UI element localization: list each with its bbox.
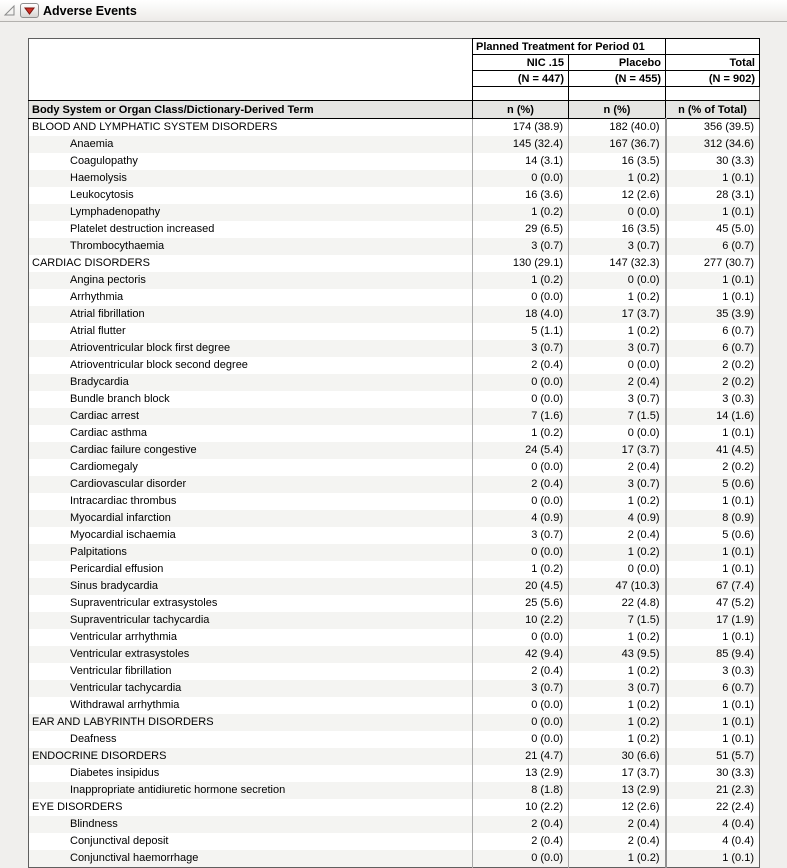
table-row xyxy=(29,459,760,476)
table-row xyxy=(29,119,760,137)
table-row xyxy=(29,272,760,289)
nic-value-cell: 21 (4.7) xyxy=(473,748,569,765)
nic-value-cell: 29 (6.5) xyxy=(473,221,569,238)
red-dropdown-triangle-icon xyxy=(24,7,35,15)
ae-term-cell: Angina pectoris xyxy=(70,274,146,286)
total-value-cell: 1 (0.1) xyxy=(666,697,760,714)
total-value-cell: 1 (0.1) xyxy=(666,629,760,646)
body-system-cell: EAR AND LABYRINTH DISORDERS xyxy=(32,716,214,728)
placebo-value-cell: 17 (3.7) xyxy=(569,442,666,459)
ae-term-cell: Ventricular arrhythmia xyxy=(70,631,177,643)
ae-term-cell: Blindness xyxy=(70,818,118,830)
table-row xyxy=(29,306,760,323)
nic-value-cell: 3 (0.7) xyxy=(473,340,569,357)
nic-value-cell: 1 (0.2) xyxy=(473,204,569,221)
nic-value-cell: 7 (1.6) xyxy=(473,408,569,425)
nic-value-cell: 3 (0.7) xyxy=(473,238,569,255)
nic-value-cell: 3 (0.7) xyxy=(473,527,569,544)
ae-term-cell: Supraventricular tachycardia xyxy=(70,614,210,626)
total-group-header-spacer xyxy=(666,39,760,55)
ae-term-cell: Arrhythmia xyxy=(70,291,124,303)
ae-term-cell: Cardiomegaly xyxy=(70,461,138,473)
ae-term-cell: Anaemia xyxy=(70,138,114,150)
placebo-value-cell: 3 (0.7) xyxy=(569,680,666,697)
table-row xyxy=(29,510,760,527)
total-value-cell: 67 (7.4) xyxy=(666,578,760,595)
total-value-cell: 35 (3.9) xyxy=(666,306,760,323)
placebo-value-cell: 0 (0.0) xyxy=(569,425,666,442)
spacer-cell xyxy=(666,87,760,101)
total-value-cell: 30 (3.3) xyxy=(666,765,760,782)
total-value-cell: 41 (4.5) xyxy=(666,442,760,459)
total-value-cell: 6 (0.7) xyxy=(666,340,760,357)
placebo-value-cell: 0 (0.0) xyxy=(569,204,666,221)
nic-value-cell: 0 (0.0) xyxy=(473,170,569,187)
table-row xyxy=(29,833,760,850)
total-value-cell: 1 (0.1) xyxy=(666,714,760,731)
placebo-value-cell: 3 (0.7) xyxy=(569,476,666,493)
nic-value-cell: 0 (0.0) xyxy=(473,714,569,731)
body-system-cell: EYE DISORDERS xyxy=(32,801,123,813)
nic-value-cell: 1 (0.2) xyxy=(473,561,569,578)
ae-term-cell: Leukocytosis xyxy=(70,189,134,201)
placebo-value-cell: 2 (0.4) xyxy=(569,459,666,476)
table-row xyxy=(29,561,760,578)
ae-term-cell: Lymphadenopathy xyxy=(70,206,161,218)
table-row xyxy=(29,578,760,595)
spacer-cell xyxy=(473,87,569,101)
placebo-value-cell: 16 (3.5) xyxy=(569,221,666,238)
total-value-cell: 22 (2.4) xyxy=(666,799,760,816)
ae-term-cell: Platelet destruction increased xyxy=(70,223,215,235)
nic-value-cell: 2 (0.4) xyxy=(473,476,569,493)
table-row xyxy=(29,204,760,221)
table-row xyxy=(29,527,760,544)
column-header-placebo: Placebo xyxy=(569,55,666,71)
nic-value-cell: 3 (0.7) xyxy=(473,680,569,697)
nic-value-cell: 0 (0.0) xyxy=(473,697,569,714)
nic-value-cell: 0 (0.0) xyxy=(473,544,569,561)
ae-term-cell: Cardiac arrest xyxy=(70,410,140,422)
nic-value-cell: 130 (29.1) xyxy=(473,255,569,272)
placebo-value-cell: 147 (32.3) xyxy=(569,255,666,272)
red-menu-button[interactable] xyxy=(20,3,39,18)
ae-term-cell: Supraventricular extrasystoles xyxy=(70,597,218,609)
table-row xyxy=(29,782,760,799)
nic-value-cell: 1 (0.2) xyxy=(473,272,569,289)
placebo-value-cell: 3 (0.7) xyxy=(569,391,666,408)
total-value-cell: 1 (0.1) xyxy=(666,289,760,306)
placebo-value-cell: 16 (3.5) xyxy=(569,153,666,170)
table-row xyxy=(29,221,760,238)
placebo-value-cell: 2 (0.4) xyxy=(569,527,666,544)
ae-term-cell: Ventricular extrasystoles xyxy=(70,648,190,660)
table-row xyxy=(29,340,760,357)
placebo-value-cell: 17 (3.7) xyxy=(569,765,666,782)
total-value-cell: 6 (0.7) xyxy=(666,238,760,255)
placebo-value-cell: 22 (4.8) xyxy=(569,595,666,612)
nic-value-cell: 5 (1.1) xyxy=(473,323,569,340)
adverse-events-table-container xyxy=(28,38,787,868)
ae-term-cell: Sinus bradycardia xyxy=(70,580,159,592)
total-value-cell: 17 (1.9) xyxy=(666,612,760,629)
table-row xyxy=(29,187,760,204)
placebo-value-cell: 43 (9.5) xyxy=(569,646,666,663)
table-row xyxy=(29,714,760,731)
placebo-value-cell: 2 (0.4) xyxy=(569,833,666,850)
ae-term-cell: Palpitations xyxy=(70,546,127,558)
table-row xyxy=(29,816,760,833)
ae-term-cell: Coagulopathy xyxy=(70,155,138,167)
column-header-nic: NIC .15 xyxy=(473,55,569,71)
total-value-cell: 1 (0.1) xyxy=(666,170,760,187)
table-row xyxy=(29,697,760,714)
body-system-cell: ENDOCRINE DISORDERS xyxy=(32,750,167,762)
total-value-cell: 1 (0.1) xyxy=(666,425,760,442)
total-value-cell: 6 (0.7) xyxy=(666,323,760,340)
nic-value-cell: 174 (38.9) xyxy=(473,119,569,137)
nic-value-cell: 2 (0.4) xyxy=(473,833,569,850)
ae-term-cell: Myocardial infarction xyxy=(70,512,171,524)
ae-term-cell: Deafness xyxy=(70,733,117,745)
placebo-value-cell: 0 (0.0) xyxy=(569,357,666,374)
ae-term-cell: Myocardial ischaemia xyxy=(70,529,176,541)
term-column-header-space xyxy=(29,39,473,101)
placebo-value-cell: 12 (2.6) xyxy=(569,799,666,816)
total-value-cell: 1 (0.1) xyxy=(666,850,760,868)
total-value-cell: 5 (0.6) xyxy=(666,527,760,544)
table-row xyxy=(29,153,760,170)
total-value-cell: 6 (0.7) xyxy=(666,680,760,697)
stat-label-row xyxy=(29,101,760,119)
table-row xyxy=(29,442,760,459)
total-value-cell: 21 (2.3) xyxy=(666,782,760,799)
disclosure-triangle-icon[interactable] xyxy=(2,4,16,18)
placebo-value-cell: 4 (0.9) xyxy=(569,510,666,527)
table-row xyxy=(29,136,760,153)
table-row xyxy=(29,629,760,646)
body-system-cell: BLOOD AND LYMPHATIC SYSTEM DISORDERS xyxy=(32,121,278,133)
nic-value-cell: 25 (5.6) xyxy=(473,595,569,612)
nic-value-cell: 18 (4.0) xyxy=(473,306,569,323)
table-row xyxy=(29,850,760,868)
total-value-cell: 356 (39.5) xyxy=(666,119,760,137)
total-value-cell: 277 (30.7) xyxy=(666,255,760,272)
nic-value-cell: 0 (0.0) xyxy=(473,289,569,306)
ae-term-cell: Haemolysis xyxy=(70,172,127,184)
nic-value-cell: 20 (4.5) xyxy=(473,578,569,595)
n-count-placebo: (N = 455) xyxy=(569,71,666,87)
nic-value-cell: 2 (0.4) xyxy=(473,663,569,680)
ae-term-cell: Bradycardia xyxy=(70,376,129,388)
table-row xyxy=(29,255,760,272)
placebo-value-cell: 12 (2.6) xyxy=(569,187,666,204)
placebo-value-cell: 1 (0.2) xyxy=(569,323,666,340)
ae-table-body xyxy=(29,119,760,868)
table-row xyxy=(29,323,760,340)
page-title: Adverse Events xyxy=(43,3,137,18)
total-value-cell: 8 (0.9) xyxy=(666,510,760,527)
table-row xyxy=(29,238,760,255)
table-row xyxy=(29,425,760,442)
total-value-cell: 1 (0.1) xyxy=(666,731,760,748)
ae-term-cell: Atrial fibrillation xyxy=(70,308,145,320)
placebo-value-cell: 182 (40.0) xyxy=(569,119,666,137)
placebo-value-cell: 1 (0.2) xyxy=(569,697,666,714)
total-value-cell: 1 (0.1) xyxy=(666,272,760,289)
placebo-value-cell: 30 (6.6) xyxy=(569,748,666,765)
total-value-cell: 51 (5.7) xyxy=(666,748,760,765)
ae-term-cell: Ventricular fibrillation xyxy=(70,665,172,677)
placebo-value-cell: 0 (0.0) xyxy=(569,272,666,289)
total-value-cell: 4 (0.4) xyxy=(666,833,760,850)
table-row xyxy=(29,612,760,629)
placebo-value-cell: 1 (0.2) xyxy=(569,663,666,680)
ae-term-cell: Thrombocythaemia xyxy=(70,240,165,252)
stat-label-total: n (% of Total) xyxy=(666,101,760,119)
ae-term-cell: Bundle branch block xyxy=(70,393,170,405)
total-value-cell: 14 (1.6) xyxy=(666,408,760,425)
total-value-cell: 2 (0.2) xyxy=(666,374,760,391)
stat-label-placebo: n (%) xyxy=(569,101,666,119)
table-row xyxy=(29,493,760,510)
total-value-cell: 2 (0.2) xyxy=(666,357,760,374)
nic-value-cell: 14 (3.1) xyxy=(473,153,569,170)
placebo-value-cell: 7 (1.5) xyxy=(569,408,666,425)
nic-value-cell: 10 (2.2) xyxy=(473,799,569,816)
term-column-header: Body System or Organ Class/Dictionary-Derived Term xyxy=(29,101,473,119)
nic-value-cell: 0 (0.0) xyxy=(473,459,569,476)
ae-term-cell: Atrioventricular block second degree xyxy=(70,359,248,371)
ae-term-cell: Cardiac failure congestive xyxy=(70,444,197,456)
ae-term-cell: Diabetes insipidus xyxy=(70,767,160,779)
table-row xyxy=(29,765,760,782)
nic-value-cell: 24 (5.4) xyxy=(473,442,569,459)
spacer-cell xyxy=(569,87,666,101)
placebo-value-cell: 1 (0.2) xyxy=(569,731,666,748)
stat-label-nic: n (%) xyxy=(473,101,569,119)
placebo-value-cell: 1 (0.2) xyxy=(569,170,666,187)
placebo-value-cell: 0 (0.0) xyxy=(569,561,666,578)
total-value-cell: 2 (0.2) xyxy=(666,459,760,476)
nic-value-cell: 10 (2.2) xyxy=(473,612,569,629)
total-value-cell: 1 (0.1) xyxy=(666,561,760,578)
table-row xyxy=(29,748,760,765)
total-value-cell: 85 (9.4) xyxy=(666,646,760,663)
total-value-cell: 1 (0.1) xyxy=(666,204,760,221)
n-count-nic: (N = 447) xyxy=(473,71,569,87)
total-value-cell: 3 (0.3) xyxy=(666,663,760,680)
total-value-cell: 30 (3.3) xyxy=(666,153,760,170)
nic-value-cell: 8 (1.8) xyxy=(473,782,569,799)
total-value-cell: 312 (34.6) xyxy=(666,136,760,153)
table-row xyxy=(29,663,760,680)
placebo-value-cell: 3 (0.7) xyxy=(569,238,666,255)
group-header-row xyxy=(29,39,760,55)
placebo-value-cell: 2 (0.4) xyxy=(569,374,666,391)
column-header-total: Total xyxy=(666,55,760,71)
table-row xyxy=(29,731,760,748)
nic-value-cell: 16 (3.6) xyxy=(473,187,569,204)
total-value-cell: 4 (0.4) xyxy=(666,816,760,833)
placebo-value-cell: 1 (0.2) xyxy=(569,714,666,731)
placebo-value-cell: 17 (3.7) xyxy=(569,306,666,323)
table-row xyxy=(29,289,760,306)
placebo-value-cell: 13 (2.9) xyxy=(569,782,666,799)
nic-value-cell: 4 (0.9) xyxy=(473,510,569,527)
placebo-value-cell: 1 (0.2) xyxy=(569,289,666,306)
table-row xyxy=(29,646,760,663)
table-row xyxy=(29,544,760,561)
total-value-cell: 1 (0.1) xyxy=(666,493,760,510)
ae-term-cell: Conjunctival haemorrhage xyxy=(70,852,199,864)
total-value-cell: 47 (5.2) xyxy=(666,595,760,612)
nic-value-cell: 0 (0.0) xyxy=(473,629,569,646)
nic-value-cell: 2 (0.4) xyxy=(473,816,569,833)
table-row xyxy=(29,799,760,816)
nic-value-cell: 1 (0.2) xyxy=(473,425,569,442)
table-row xyxy=(29,680,760,697)
nic-value-cell: 2 (0.4) xyxy=(473,357,569,374)
treatment-group-header: Planned Treatment for Period 01 xyxy=(473,39,666,55)
adverse-events-table xyxy=(28,38,760,868)
table-row xyxy=(29,476,760,493)
ae-term-cell: Pericardial effusion xyxy=(70,563,164,575)
nic-value-cell: 0 (0.0) xyxy=(473,493,569,510)
table-row xyxy=(29,374,760,391)
table-row xyxy=(29,391,760,408)
ae-term-cell: Atrial flutter xyxy=(70,325,126,337)
placebo-value-cell: 1 (0.2) xyxy=(569,629,666,646)
placebo-value-cell: 3 (0.7) xyxy=(569,340,666,357)
table-row xyxy=(29,408,760,425)
total-value-cell: 3 (0.3) xyxy=(666,391,760,408)
table-row xyxy=(29,357,760,374)
ae-term-cell: Conjunctival deposit xyxy=(70,835,169,847)
n-count-total: (N = 902) xyxy=(666,71,760,87)
total-value-cell: 1 (0.1) xyxy=(666,544,760,561)
table-row xyxy=(29,170,760,187)
ae-term-cell: Cardiovascular disorder xyxy=(70,478,187,490)
report-titlebar xyxy=(0,0,787,22)
nic-value-cell: 0 (0.0) xyxy=(473,391,569,408)
ae-term-cell: Atrioventricular block first degree xyxy=(70,342,231,354)
total-value-cell: 28 (3.1) xyxy=(666,187,760,204)
nic-value-cell: 13 (2.9) xyxy=(473,765,569,782)
ae-term-cell: Inappropriate antidiuretic hormone secretion xyxy=(70,784,286,796)
total-value-cell: 45 (5.0) xyxy=(666,221,760,238)
body-system-cell: CARDIAC DISORDERS xyxy=(32,257,150,269)
placebo-value-cell: 167 (36.7) xyxy=(569,136,666,153)
nic-value-cell: 0 (0.0) xyxy=(473,374,569,391)
placebo-value-cell: 1 (0.2) xyxy=(569,493,666,510)
placebo-value-cell: 1 (0.2) xyxy=(569,544,666,561)
total-value-cell: 5 (0.6) xyxy=(666,476,760,493)
ae-term-cell: Withdrawal arrhythmia xyxy=(70,699,180,711)
placebo-value-cell: 7 (1.5) xyxy=(569,612,666,629)
placebo-value-cell: 1 (0.2) xyxy=(569,850,666,868)
nic-value-cell: 145 (32.4) xyxy=(473,136,569,153)
nic-value-cell: 42 (9.4) xyxy=(473,646,569,663)
nic-value-cell: 0 (0.0) xyxy=(473,731,569,748)
ae-term-cell: Cardiac asthma xyxy=(70,427,148,439)
placebo-value-cell: 2 (0.4) xyxy=(569,816,666,833)
ae-term-cell: Ventricular tachycardia xyxy=(70,682,182,694)
ae-term-cell: Intracardiac thrombus xyxy=(70,495,177,507)
nic-value-cell: 0 (0.0) xyxy=(473,850,569,868)
placebo-value-cell: 47 (10.3) xyxy=(569,578,666,595)
table-row xyxy=(29,595,760,612)
